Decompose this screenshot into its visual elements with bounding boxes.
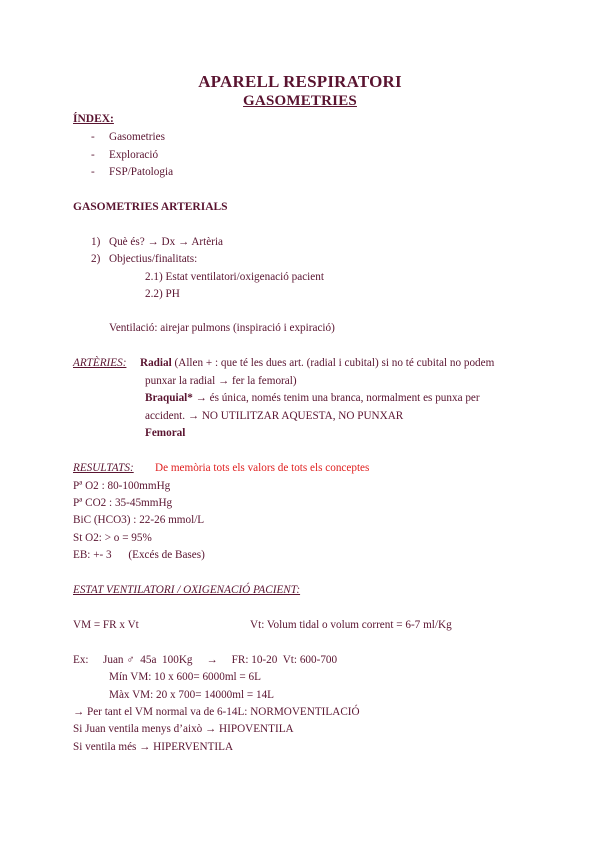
hiperventila-line: Si ventila més → HIPERVENTILA (73, 741, 234, 753)
arteries-label: ARTÈRIES: (73, 357, 127, 369)
braquial-line (145, 392, 480, 404)
femoral-name: Femoral (145, 427, 186, 439)
page-subtitle: GASOMETRIES (243, 93, 357, 109)
list-number: 2) (91, 253, 101, 265)
braquial-text: → és única, només tenim una branca, normalment es punxa per (192, 392, 480, 404)
objective-2-1: 2.1) Estat ventilatori/oxigenació pacient (145, 271, 324, 283)
radial-name: Radial (140, 357, 172, 369)
resultats-note: De memòria tots els valors de tots els conceptes (155, 462, 370, 474)
section-heading-arterials: GASOMETRIES ARTERIALS (73, 201, 228, 213)
hipoventila-line: Si Juan ventila menys d’això → HIPOVENTILA (73, 723, 294, 735)
index-heading: ÍNDEX: (73, 113, 114, 125)
result-line: Pª O2 : 80-100mmHg (73, 480, 171, 492)
index-item: FSP/Patologia (109, 166, 174, 178)
resultats-label: RESULTATS: (73, 462, 134, 474)
ventilacio-definition: Ventilació: airejar pulmons (inspiració i expiració) (109, 322, 335, 334)
index-item: Exploració (109, 149, 159, 161)
vt-definition: Vt: Volum tidal o volum corrent = 6-7 ml/Kg (250, 619, 452, 631)
result-line: St O2: > o = 95% (73, 532, 152, 544)
index-item: Gasometries (109, 131, 165, 143)
result-line: Pª CO2 : 35-45mmHg (73, 497, 173, 509)
radial-line (140, 357, 494, 369)
conclusion: → Per tant el VM normal va de 6-14L: NORMOVENTILACIÓ (73, 706, 360, 718)
result-line: BiC (HCO3) : 22-26 mmol/L (73, 514, 205, 526)
list-bullet: - (91, 149, 95, 161)
list-bullet: - (91, 166, 95, 178)
braquial-name: Braquial* (145, 392, 193, 404)
question-2: Objectius/finalitats: (109, 253, 198, 265)
list-bullet: - (91, 131, 95, 143)
example-label: Ex: (73, 654, 89, 666)
list-number: 1) (91, 236, 101, 248)
radial-text: (Allen + : que té les dues art. (radial i cubital) si no té cubital no podem (171, 357, 495, 369)
max-vm: Màx VM: 20 x 700= 14000ml = 14L (109, 689, 274, 701)
braquial-text-2: accident. → NO UTILITZAR AQUESTA, NO PUNXAR (145, 410, 404, 422)
question-1: Què és? → Dx → Artèria (109, 236, 224, 248)
example-line: Juan ♂ 45a 100Kg → FR: 10-20 Vt: 600-700 (103, 654, 338, 666)
page-title: APARELL RESPIRATORI (198, 72, 402, 91)
estat-heading: ESTAT VENTILATORI / OXIGENACIÓ PACIENT: (73, 584, 301, 596)
min-vm: Mín VM: 10 x 600= 6000ml = 6L (109, 671, 261, 683)
vm-formula: VM = FR x Vt (73, 619, 139, 631)
radial-text-2: punxar la radial → fer la femoral) (145, 375, 297, 387)
objective-2-2: 2.2) PH (145, 288, 180, 300)
result-line: EB: +- 3 (Excés de Bases) (73, 549, 205, 561)
